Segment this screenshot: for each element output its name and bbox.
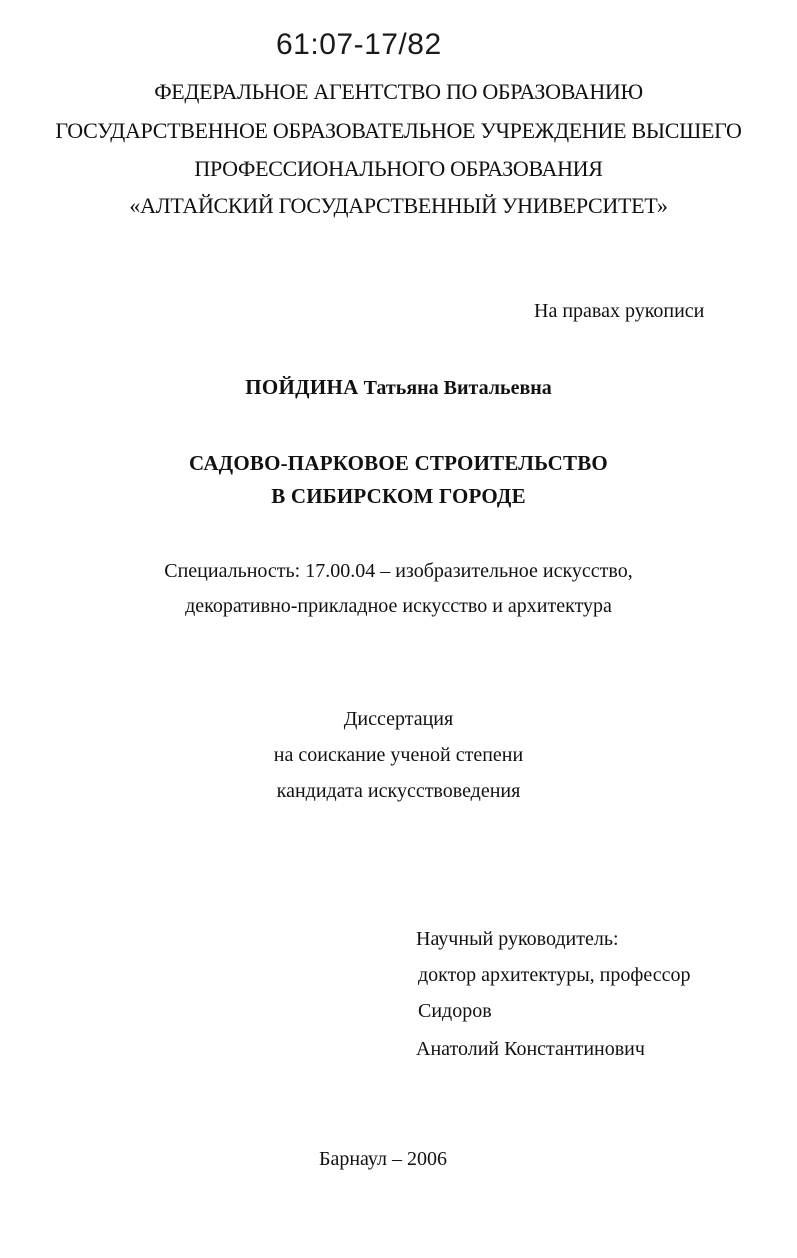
- degree-purpose: на соискание ученой степени: [273, 744, 524, 766]
- advisor-label: Научный руководитель:: [416, 928, 619, 950]
- specialty-line-1: Специальность: 17.00.04 – изобразительное искусство,: [164, 560, 633, 582]
- author-given-names: Татьяна Витальевна: [363, 377, 552, 399]
- manuscript-note: На правах рукописи: [534, 300, 705, 322]
- degree-name: кандидата искусствоведения: [276, 780, 521, 802]
- place-and-year: Барнаул – 2006: [318, 1148, 448, 1170]
- org-line-university: «АЛТАЙСКИЙ ГОСУДАРСТВЕННЫЙ УНИВЕРСИТЕТ»: [129, 193, 668, 218]
- dissertation-label: Диссертация: [343, 708, 454, 730]
- author-surname: ПОЙДИНА: [245, 375, 359, 399]
- specialty-line-2: декоративно-прикладное искусство и архитектура: [185, 595, 612, 617]
- org-line-education: ПРОФЕССИОНАЛЬНОГО ОБРАЗОВАНИЯ: [194, 156, 603, 181]
- advisor-surname: Сидоров: [418, 1000, 492, 1022]
- org-line-agency: ФЕДЕРАЛЬНОЕ АГЕНТСТВО ПО ОБРАЗОВАНИЮ: [154, 79, 643, 104]
- archive-code: 61:07-17/82: [276, 28, 442, 61]
- advisor-degree: доктор архитектуры, профессор: [418, 964, 691, 986]
- dissertation-title-line-2: В СИБИРСКОМ ГОРОДЕ: [271, 484, 526, 508]
- org-line-institution: ГОСУДАРСТВЕННОЕ ОБРАЗОВАТЕЛЬНОЕ УЧРЕЖДЕНИЕ ВЫСШЕГО: [55, 118, 742, 143]
- author-name: [0, 375, 797, 400]
- advisor-name: Анатолий Константинович: [416, 1038, 645, 1060]
- dissertation-title-line-1: САДОВО-ПАРКОВОЕ СТРОИТЕЛЬСТВО: [189, 451, 608, 475]
